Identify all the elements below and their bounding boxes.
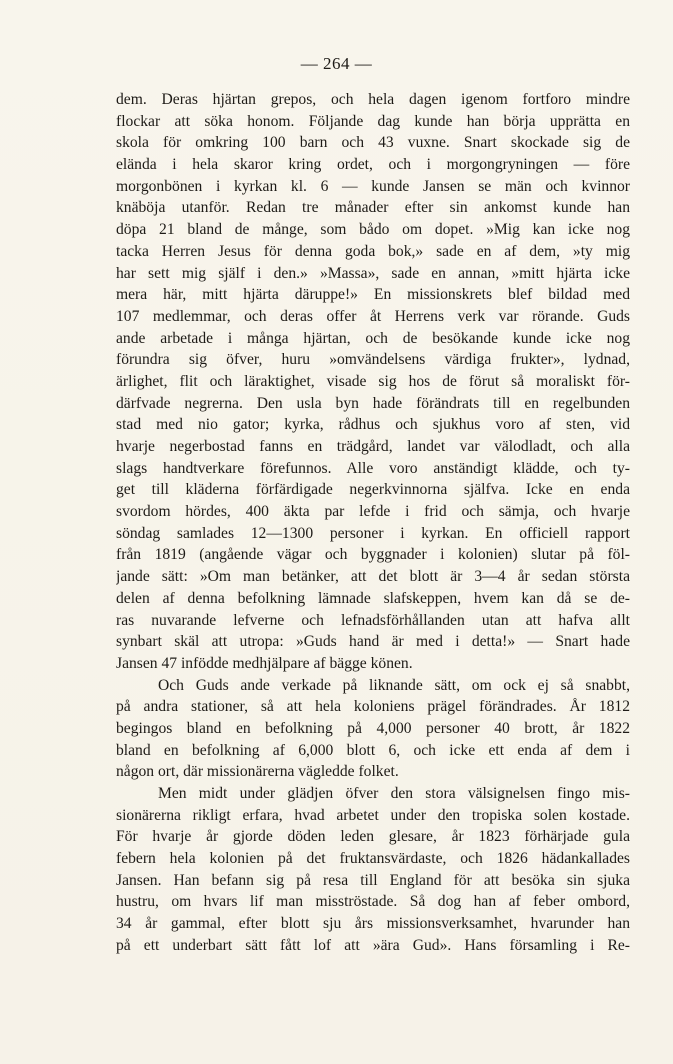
- text-line: dem. Deras hjärtan grepos, och hela dagen igenom fortforo mindre: [116, 91, 630, 108]
- text-line: knäböja utanför. Redan tre månader efter sin ankomst kunde han: [116, 199, 630, 217]
- text-line: Och Guds ande verkade på liknande sätt, om ock ej så snabbt,: [158, 676, 630, 694]
- text-line: stad med nio gator; kyrka, rådhus och sjukhus voro af sten, vid: [116, 416, 630, 434]
- paragraph-p1: [116, 89, 630, 675]
- text-line: på ett underbart sätt fått lof att »ära Gud». Hans församling i Re-: [116, 936, 630, 954]
- text-line: febern hela kolonien på det fruktansvärdaste, och 1826 hädankallades: [116, 850, 630, 868]
- text-line: ande arbetade i många hjärtan, och de besökande kunde icke nog: [116, 329, 630, 347]
- text-line: jande sätt: »Om man betänker, att det blott är 3—4 år sedan största: [116, 568, 630, 586]
- text-line: hustru, om hvars lif man misströstade. Så dog han af feber ombord,: [116, 893, 630, 911]
- text-line: svordom hördes, 400 äkta par lefde i frid och sämja, och hvarje: [116, 503, 630, 521]
- text-line: 107 medlemmar, och deras offer åt Herrens verk var rörande. Guds: [116, 307, 630, 325]
- body-text: [116, 89, 630, 957]
- text-line: därfvade negrerna. Den usla byn hade förändrats till en regelbunden: [116, 394, 630, 412]
- text-line: delen af denna befolkning lämnade slafskeppen, hvem kan då se de-: [116, 589, 630, 607]
- text-line: synbart skäl att utropa: »Guds hand är med i detta!» — Snart hade: [116, 633, 630, 651]
- text-line: förundra sig öfver, huru »omvändelsens värdiga frukter», lydnad,: [116, 351, 630, 369]
- text-line: elända i hela skaror kring ordet, och i morgongryningen — före: [116, 156, 630, 174]
- text-line: För hvarje år gjorde döden leden glesare, år 1823 förhärjade gula: [116, 828, 630, 846]
- paragraph-p2: [116, 675, 630, 783]
- text-line: Jansen 47 infödde medhjälpare af bägge könen.: [116, 654, 413, 672]
- text-line: begingos bland en befolkning på 4,000 personer 40 brott, år 1822: [116, 719, 630, 737]
- text-line: döpa 21 bland de månge, som bådo om dopet. »Mig kan icke nog: [116, 221, 630, 239]
- text-line: Men midt under glädjen öfver den stora välsignelsen fingo mis-: [158, 785, 630, 802]
- page-number: — 264 —: [300, 54, 373, 73]
- text-line: på andra stationer, så att hela koloniens prägel förändrades. År 1812: [116, 698, 630, 716]
- text-line: ärlighet, flit och läraktighet, visade sig hos de förut så moraliskt för-: [116, 372, 630, 390]
- text-line: get till kläderna förfärdigade negerkvinnorna själfva. Icke en enda: [116, 481, 630, 499]
- text-line: slags handtverkare förefunnos. Alle voro anständigt klädde, och ty-: [116, 459, 630, 477]
- text-line: söndag samlades 12—1300 personer i kyrkan. En officiell rapport: [116, 524, 630, 542]
- text-line: sionärerna rikligt erfara, hvad arbetet under den tropiska solen kostade.: [116, 806, 630, 824]
- text-line: någon ort, där missionärerna vägledde folket.: [116, 763, 399, 781]
- text-line: skola för omkring 100 barn och 43 vuxne. Snart skockade sig de: [116, 134, 630, 152]
- paragraph-p3: [116, 783, 630, 957]
- text-line: Jansen. Han befann sig på resa till England för att besöka sin sjuka: [116, 871, 630, 889]
- text-line: mera här, mitt hjärta däruppe!» En missionskrets blef bildad med: [116, 286, 630, 304]
- text-line: ras nuvarande lefverne och lefnadsförhållanden utan att hafva allt: [116, 611, 630, 629]
- text-line: bland en befolkning af 6,000 blott 6, och icke ett enda af dem i: [116, 741, 630, 759]
- text-line: hvarje negerbostad fanns en trädgård, landet var välodladt, och alla: [116, 438, 630, 455]
- text-line: 34 år gammal, efter blott sju års missionsverksamhet, hvarunder han: [116, 915, 630, 933]
- text-line: morgonbönen i kyrkan kl. 6 — kunde Jansen se män och kvinnor: [116, 177, 630, 195]
- text-line: från 1819 (angående vägar och byggnader i kolonien) slutar på föl-: [116, 546, 630, 564]
- text-line: har sett mig själf i den.» »Massa», sade en annan, »mitt hjärta icke: [116, 264, 630, 282]
- text-line: flockar att söka honom. Följande dag kunde han börja upprätta en: [116, 112, 630, 130]
- text-line: tacka Herren Jesus för denna goda bok,» sade en af dem, »ty mig: [116, 242, 630, 260]
